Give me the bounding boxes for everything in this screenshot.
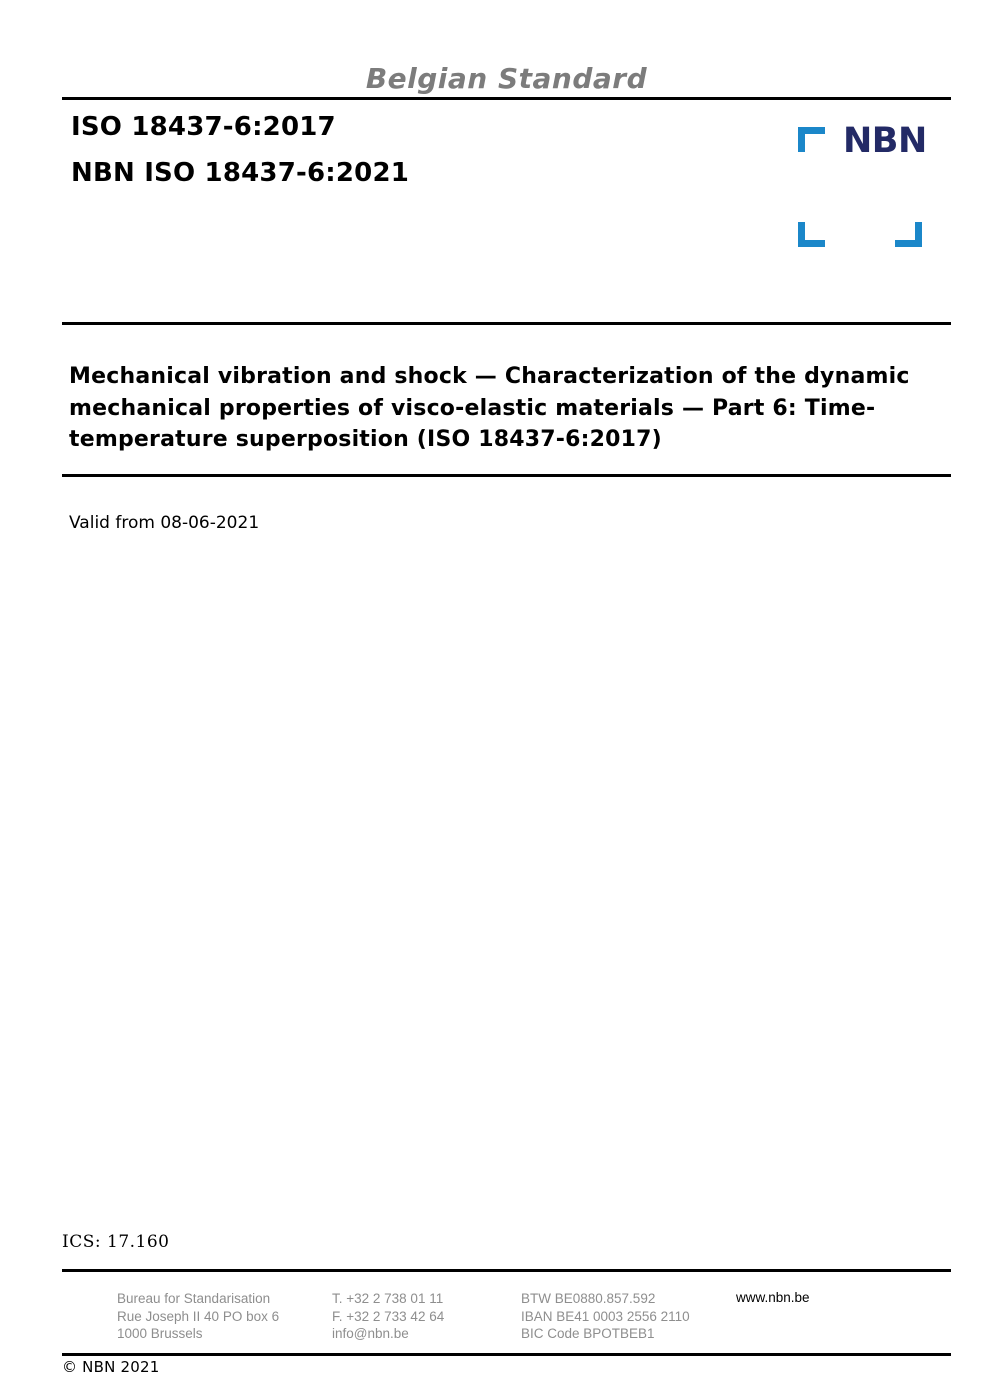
nbn-logo [798,121,927,247]
footer-phone: T. +32 2 738 01 11 [332,1291,444,1306]
standard-code-iso: ISO 18437-6:2017 [71,112,336,142]
footer-org-name: Bureau for Standarisation [117,1291,271,1306]
corner-bracket-bottom-right-icon [895,222,922,247]
footer-bic: BIC Code BPOTBEB1 [521,1326,655,1341]
corner-bracket-bottom-left-icon [798,222,825,247]
footer-address-block [117,1290,279,1343]
divider-title-bottom [62,474,951,477]
validity-date: Valid from 08-06-2021 [69,513,260,533]
document-title-line-1: Mechanical vibration and shock — Characterization of the dynamic [69,364,910,389]
footer-street: Rue Joseph II 40 PO box 6 [117,1308,280,1324]
divider-header [62,97,951,100]
footer-contact-block [332,1290,444,1343]
nbn-logo-text: NBN [843,121,927,161]
document-title-line-3: temperature superposition (ISO 18437-6:2017) [69,427,662,452]
footer-fax: F. +32 2 733 42 64 [332,1308,445,1324]
divider-footer [62,1269,951,1272]
doc-type-label: Belgian Standard [365,62,648,95]
document-title-line-2: mechanical properties of visco-elastic materials — Part 6: Time- [69,395,876,421]
footer-btw: BTW BE0880.857.592 [521,1291,656,1306]
corner-bracket-top-left-icon [798,127,825,152]
standard-code-nbn: NBN ISO 18437-6:2021 [71,158,410,188]
footer-website: www.nbn.be [736,1290,810,1305]
footer-email: info@nbn.be [332,1326,409,1341]
footer-city: 1000 Brussels [117,1326,203,1341]
divider-title-top [62,322,951,325]
ics-code: ICS: 17.160 [62,1232,170,1252]
document-title [69,361,969,456]
copyright-notice: © NBN 2021 [62,1358,160,1376]
footer-iban: IBAN BE41 0003 2556 2110 [521,1308,690,1324]
footer-banking-block [521,1290,690,1343]
divider-copyright [62,1353,951,1356]
